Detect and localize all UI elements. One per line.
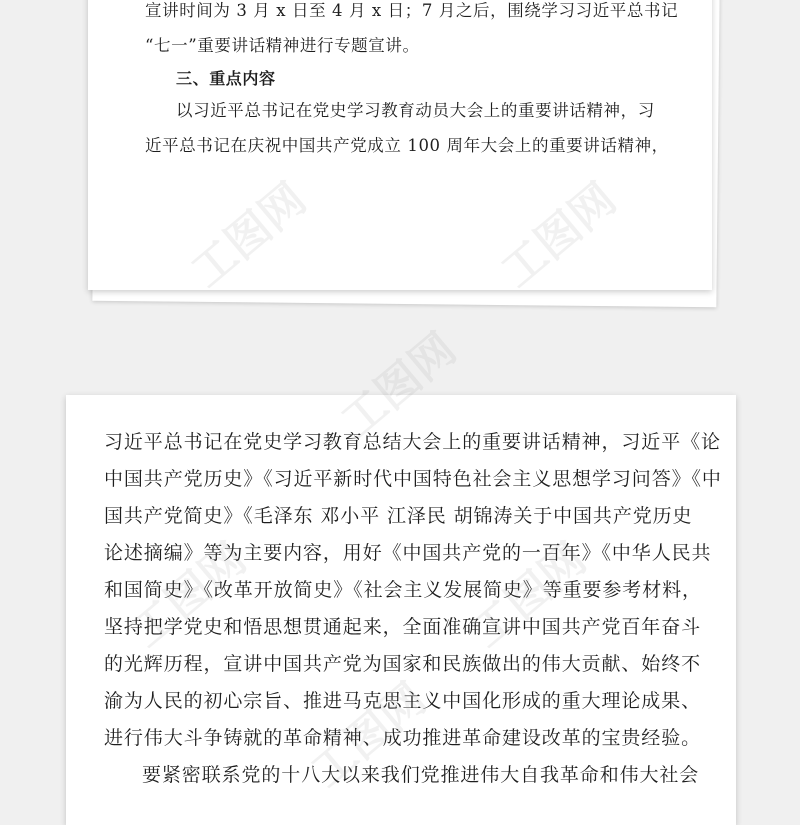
text-line: 进行伟大斗争铸就的革命精神、成功推进革命建设改革的宝贵经验。 xyxy=(104,727,702,749)
document-page-bottom xyxy=(66,395,736,825)
text-line: 论述摘编》等为主要内容，用好《中国共产党的一百年》《中华人民共 xyxy=(104,542,712,564)
text-line: 中国共产党历史》《习近平新时代中国特色社会主义思想学习问答》《中 xyxy=(104,468,722,490)
text-line: 以习近平总书记在党史学习教育动员大会上的重要讲话精神，习 xyxy=(176,101,655,120)
text-line: 近平总书记在庆祝中国共产党成立 100 周年大会上的重要讲话精神， xyxy=(145,136,669,155)
text-line: 要紧密联系党的十八大以来我们党推进伟大自我革命和伟大社会 xyxy=(142,764,700,786)
text-line: “七一”重要讲话精神进行专题宣讲。 xyxy=(145,36,420,55)
watermark-text: 工图网 xyxy=(331,323,466,448)
text-line: 渝为人民的初心宗旨、推进马克思主义中国化形成的重大理论成果、 xyxy=(104,690,702,712)
text-line: 国共产党简史》《毛泽东 邓小平 江泽民 胡锦涛关于中国共产党历史 xyxy=(104,505,693,527)
text-line: 习近平总书记在党史学习教育总结大会上的重要讲话精神，习近平《论 xyxy=(104,431,721,453)
text-line: 宣讲时间为 3 月 x 日至 4 月 x 日；7 月之后，围绕学习习近平总书记 xyxy=(145,1,679,20)
document-page-top xyxy=(88,0,712,290)
section-heading: 三、重点内容 xyxy=(176,69,276,88)
text-line: 坚持把学党史和悟思想贯通起来，全面准确宣讲中国共产党百年奋斗 xyxy=(104,616,702,638)
text-line: 和国简史》《改革开放简史》《社会主义发展简史》等重要参考材料， xyxy=(104,579,702,601)
text-line: 的光辉历程，宣讲中国共产党为国家和民族做出的伟大贡献、始终不 xyxy=(104,653,702,675)
